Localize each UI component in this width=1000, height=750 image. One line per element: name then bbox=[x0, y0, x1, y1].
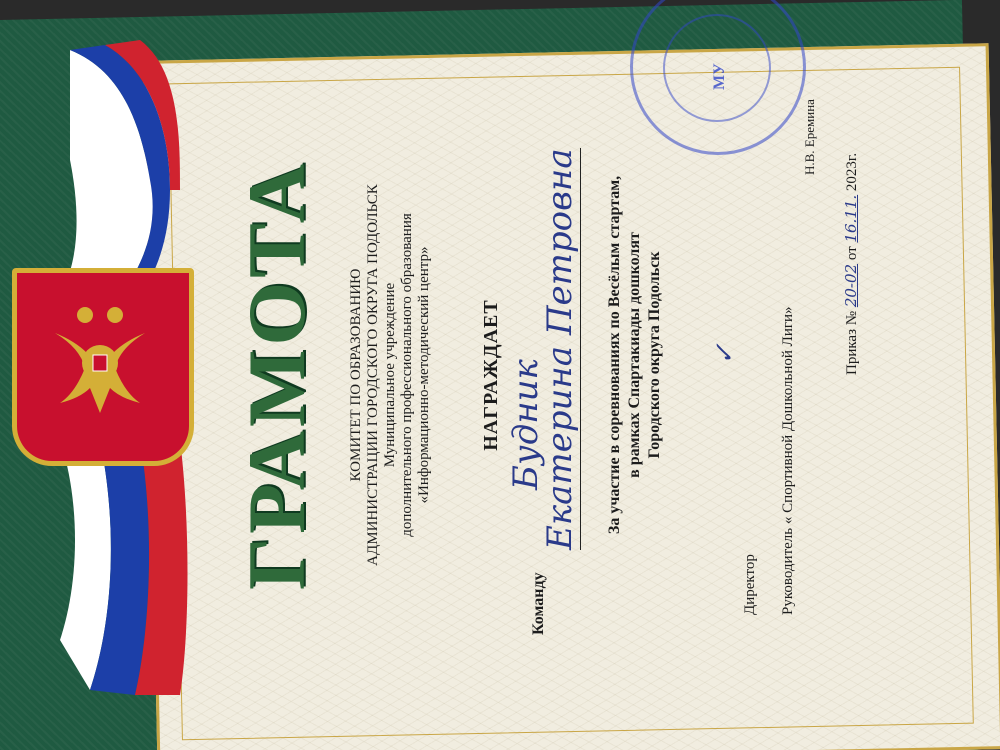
issuer-line: АДМИНИСТРАЦИИ ГОРОДСКОГО ОКРУГА ПОДОЛЬСК bbox=[365, 184, 381, 566]
issuer-line: дополнительного профессионального образования bbox=[399, 213, 415, 537]
stamp-label: МУ bbox=[711, 63, 728, 90]
certificate-title: ГРАМОТА bbox=[231, 160, 322, 590]
awards-heading: НАГРАЖДАЕТ bbox=[480, 299, 502, 451]
reason-line: в рамках Спартакиады дошколят bbox=[626, 232, 643, 478]
order-from: от bbox=[844, 246, 860, 261]
recipient-row bbox=[506, 55, 580, 635]
issuer-line: КОМИТЕТ ПО ОБРАЗОВАНИЮ bbox=[348, 268, 364, 482]
leader-name: Н.В. Еремина bbox=[802, 99, 817, 175]
director-label: Директор bbox=[742, 554, 758, 615]
team-label: Команду bbox=[530, 572, 547, 635]
reason-line: Городского округа Подольск bbox=[646, 251, 663, 459]
handwritten-team-name: Будник bbox=[506, 359, 546, 490]
order-prefix: Приказ № bbox=[844, 310, 860, 375]
order-line bbox=[842, 153, 861, 375]
issuer-line: «Информационно-методический центр» bbox=[416, 246, 432, 504]
award-reason bbox=[605, 75, 665, 635]
handwritten-recipient-name: Екатерина Петровна bbox=[540, 148, 580, 550]
order-date: 16.11. bbox=[842, 194, 860, 243]
director-signature: ✓ bbox=[710, 343, 740, 365]
issuer-block bbox=[348, 55, 433, 695]
certificate-content bbox=[70, 55, 930, 695]
issuer-line: Муниципальное учреждение bbox=[382, 282, 398, 468]
order-year: 2023г. bbox=[844, 152, 860, 192]
order-number: 20-02 bbox=[842, 263, 860, 308]
leader-label: Руководитель « Спортивной Дошкольной Лиги» bbox=[780, 306, 796, 615]
reason-line: За участие в соревнованиях по Весёлым стартам, bbox=[606, 175, 623, 535]
